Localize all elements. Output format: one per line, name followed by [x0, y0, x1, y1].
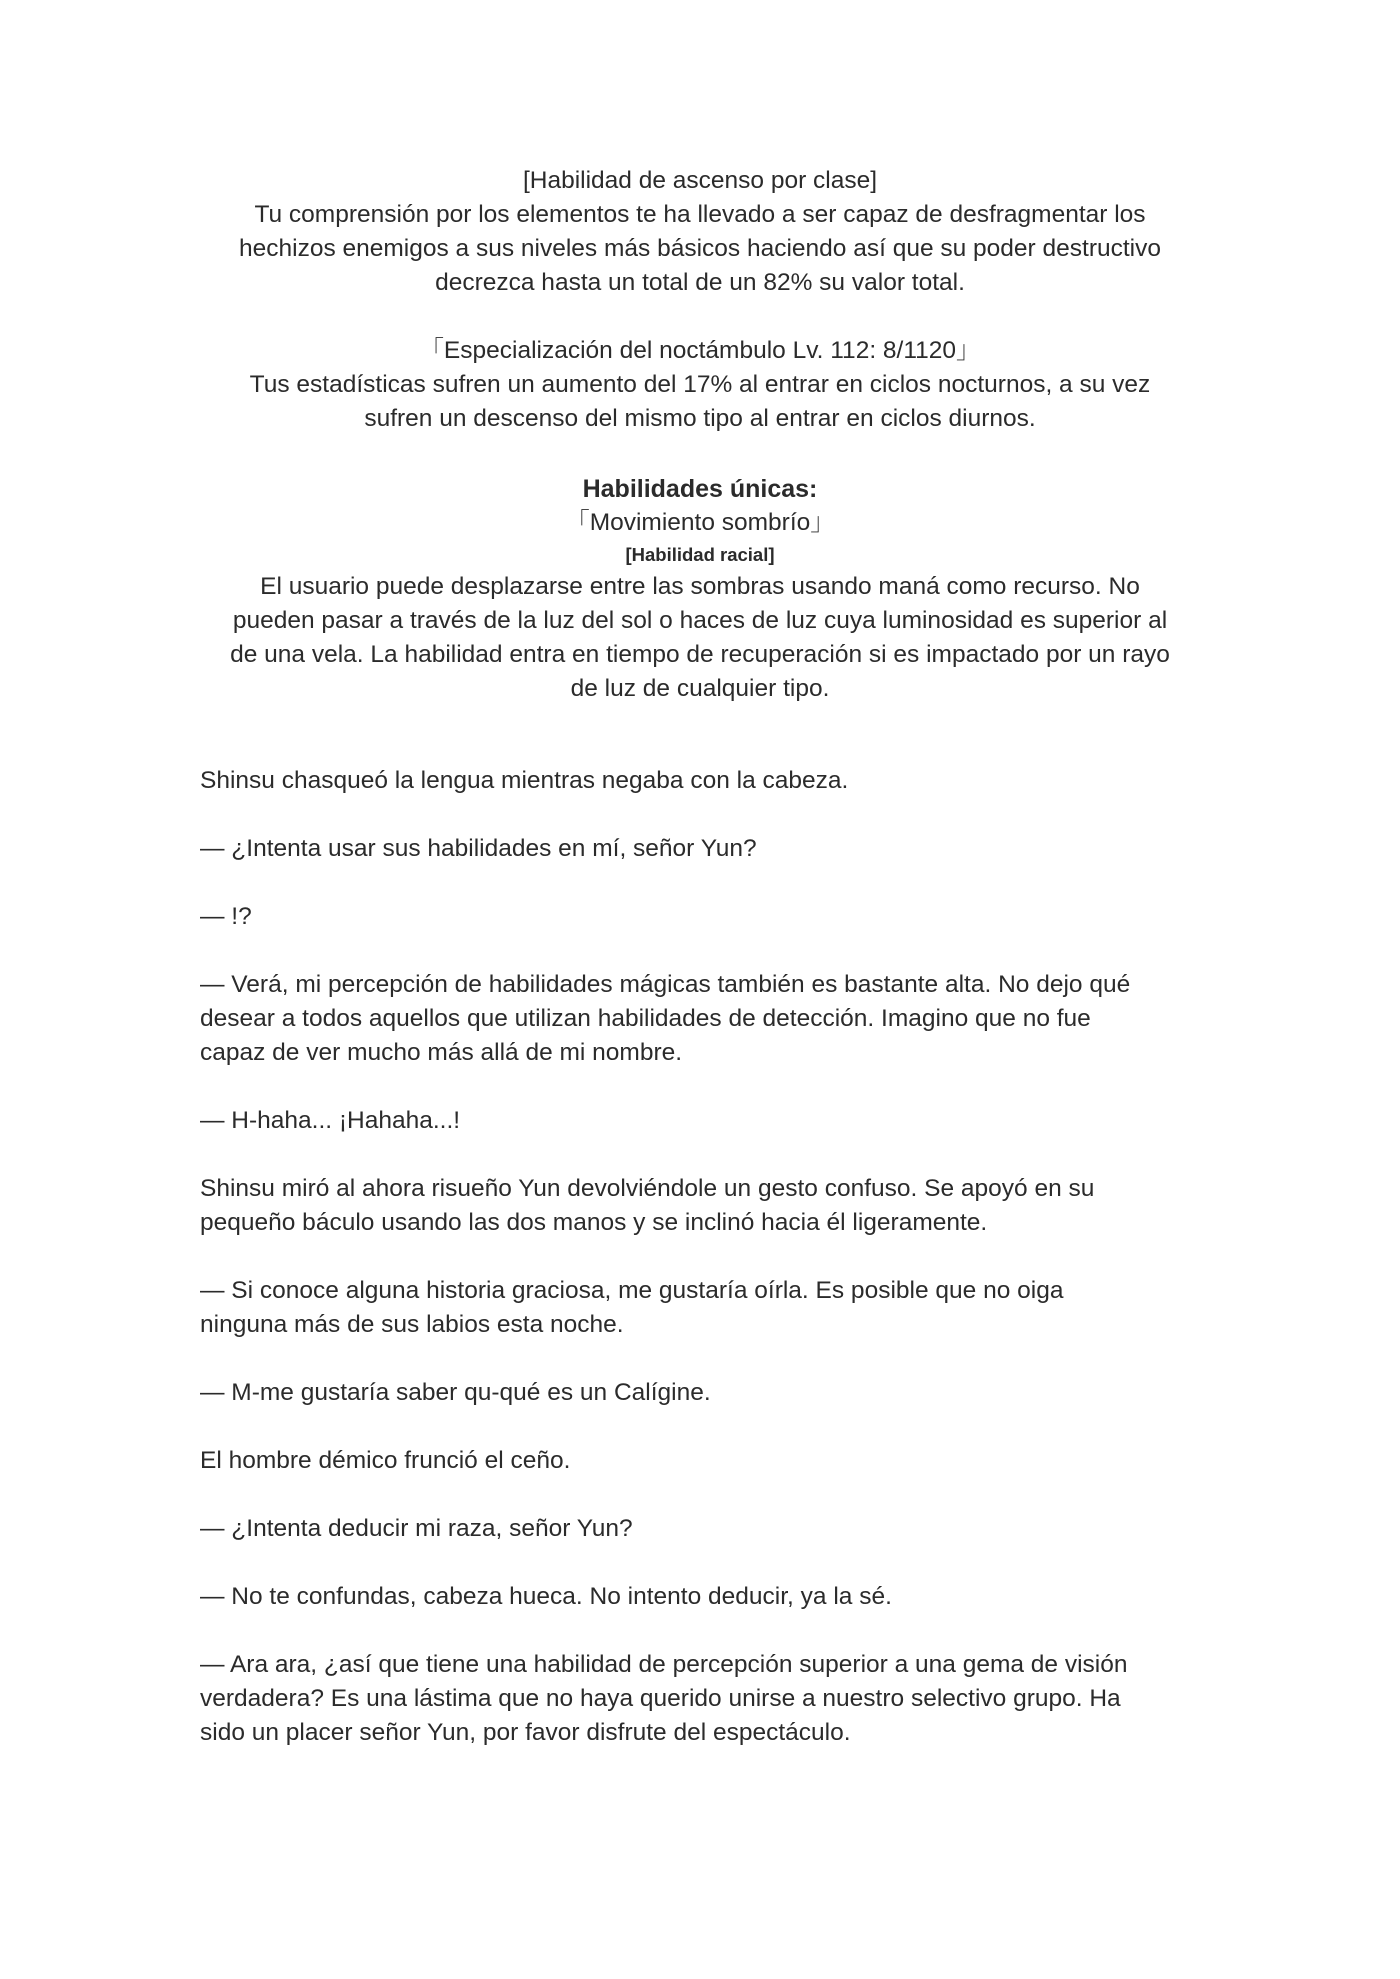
ascension-skill-line: Tu comprensión por los elementos te ha llevado a ser capaz de desfragmentar los: [254, 201, 1146, 228]
story-paragraph: [200, 1376, 1200, 1410]
story-paragraph: [200, 1444, 1200, 1478]
story-line: — ¿Intenta usar sus habilidades en mí, señor Yun?: [200, 835, 757, 862]
page-content: [200, 164, 1200, 1784]
story-line: verdadera? Es una lástima que no haya querido unirse a nuestro selectivo grupo. Ha: [200, 1685, 1121, 1712]
ascension-skill-line: hechizos enemigos a sus niveles más básicos haciendo así que su poder destructivo: [239, 235, 1161, 262]
ascension-skill-line: decrezca hasta un total de un 82% su valor total.: [435, 269, 965, 296]
unique-skill-line: pueden pasar a través de la luz del sol o haces de luz cuya luminosidad es superior al: [232, 607, 1168, 634]
night-specialization-title: 「Especialización del noctámbulo Lv. 112: 8/1120」: [419, 337, 981, 364]
unique-skill-line: El usuario puede desplazarse entre las sombras usando maná como recurso. No: [260, 573, 1140, 600]
story-paragraph: [200, 832, 1200, 866]
unique-skill-tag: [Habilidad racial]: [625, 544, 775, 565]
story-line: — ¿Intenta deducir mi raza, señor Yun?: [200, 1515, 633, 1542]
unique-skill-line: de luz de cualquier tipo.: [570, 675, 830, 702]
unique-skills-block: [200, 472, 1200, 706]
unique-skill-line: de una vela. La habilidad entra en tiempo de recuperación si es impactado por un rayo: [230, 641, 1170, 668]
story-line: sido un placer señor Yun, por favor disfrute del espectáculo.: [200, 1719, 851, 1746]
story-line: — M-me gustaría saber qu-qué es un Calígine.: [200, 1379, 711, 1406]
story-line: pequeño báculo usando las dos manos y se inclinó hacia él ligeramente.: [200, 1209, 988, 1236]
story-line: — H-haha... ¡Hahaha...!: [200, 1107, 461, 1134]
story-paragraph: [200, 1274, 1200, 1342]
story-line: — Verá, mi percepción de habilidades mágicas también es bastante alta. No dejo qué: [200, 971, 1131, 998]
story-line: ninguna más de sus labios esta noche.: [200, 1311, 624, 1338]
ascension-skill-title: [Habilidad de ascenso por clase]: [522, 167, 878, 194]
ascension-skill-block: [200, 164, 1200, 300]
story-line: El hombre démico frunció el ceño.: [200, 1447, 571, 1474]
story-line: capaz de ver mucho más allá de mi nombre.: [200, 1039, 683, 1066]
story-line: — Si conoce alguna historia graciosa, me gustaría oírla. Es posible que no oiga: [200, 1277, 1064, 1304]
night-specialization-block: [200, 334, 1200, 436]
story-line: — No te confundas, cabeza hueca. No intento deducir, ya la sé.: [200, 1583, 892, 1610]
story-paragraph: [200, 900, 1200, 934]
story-paragraph: [200, 764, 1200, 798]
unique-skills-heading: Habilidades únicas:: [582, 475, 818, 503]
story-paragraph: [200, 1172, 1200, 1240]
story-line: — !?: [200, 903, 252, 930]
story-line: — Ara ara, ¿así que tiene una habilidad de percepción superior a una gema de visión: [200, 1651, 1128, 1678]
unique-skill-name: 「Movimiento sombrío」: [565, 509, 835, 536]
story-paragraph: [200, 1648, 1200, 1750]
story-line: Shinsu chasqueó la lengua mientras negaba con la cabeza.: [200, 767, 849, 794]
story-paragraph: [200, 968, 1200, 1070]
story-paragraph: [200, 1512, 1200, 1546]
story-line: desear a todos aquellos que utilizan habilidades de detección. Imagino que no fue: [200, 1005, 1091, 1032]
night-specialization-line: Tus estadísticas sufren un aumento del 17% al entrar en ciclos nocturnos, a su vez: [249, 371, 1151, 398]
story-paragraph: [200, 1580, 1200, 1614]
night-specialization-line: sufren un descenso del mismo tipo al entrar en ciclos diurnos.: [364, 405, 1036, 432]
story-text: [200, 764, 1200, 1750]
story-paragraph: [200, 1104, 1200, 1138]
story-line: Shinsu miró al ahora risueño Yun devolviéndole un gesto confuso. Se apoyó en su: [200, 1175, 1095, 1202]
